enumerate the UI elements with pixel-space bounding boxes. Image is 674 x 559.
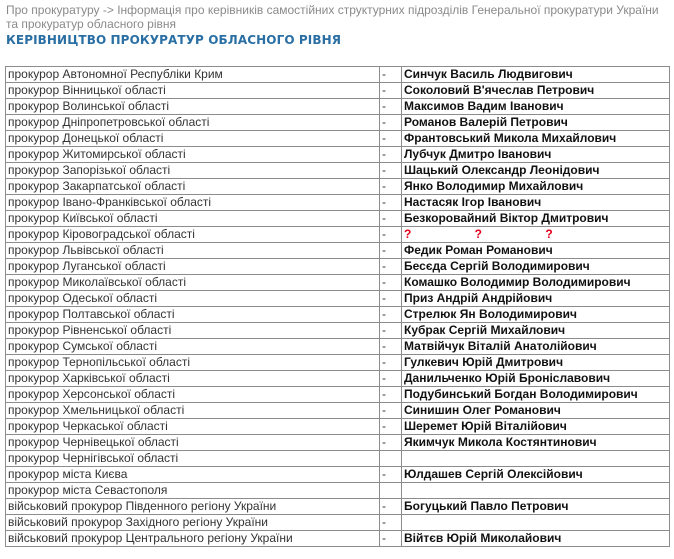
row-name: Безкоровайний Віктор Дмитрович [402, 211, 670, 227]
row-position: прокурор Житомирської області [6, 147, 380, 163]
row-name: Шацький Олександр Леонідович [402, 163, 670, 179]
row-position: прокурор Автономної Республіки Крим [6, 67, 380, 83]
table-row [6, 211, 670, 227]
row-position: прокурор Хмельницької області [6, 403, 380, 419]
table-row [6, 387, 670, 403]
row-position: прокурор Луганської області [6, 259, 380, 275]
row-separator: - [380, 323, 402, 339]
row-name: Франтовський Микола Михайлович [402, 131, 670, 147]
row-position: прокурор Вінницької області [6, 83, 380, 99]
row-name: Гулкевич Юрій Дмитрович [402, 355, 670, 371]
table-row [6, 515, 670, 531]
row-position: прокурор міста Севастополя [6, 483, 380, 499]
row-separator: - [380, 227, 402, 243]
row-name: Стрелюк Ян Володимирович [402, 307, 670, 323]
table-row [6, 435, 670, 451]
row-separator: - [380, 275, 402, 291]
table-row [6, 179, 670, 195]
row-position: прокурор Рівненської області [6, 323, 380, 339]
table-row [6, 131, 670, 147]
row-separator: - [380, 195, 402, 211]
table-row [6, 227, 670, 243]
row-position: прокурор Сумської області [6, 339, 380, 355]
row-name: Подубинський Богдан Володимирович [402, 387, 670, 403]
row-separator: - [380, 531, 402, 547]
row-position: прокурор Кіровоградської області [6, 227, 380, 243]
row-name: Соколовий В'ячеслав Петрович [402, 83, 670, 99]
row-separator: - [380, 99, 402, 115]
row-name: Кубрак Сергій Михайлович [402, 323, 670, 339]
table-row [6, 99, 670, 115]
table-row [6, 483, 670, 499]
row-name: Данильченко Юрій Броніславович [402, 371, 670, 387]
page-title: КЕРІВНИЦТВО ПРОКУРАТУР ОБЛАСНОГО РІВНЯ [6, 33, 342, 47]
row-separator: - [380, 467, 402, 483]
row-position: прокурор Тернопільської області [6, 355, 380, 371]
table-row [6, 355, 670, 371]
row-name: Янко Володимир Михайлович [402, 179, 670, 195]
row-position: прокурор Дніпропетровської області [6, 115, 380, 131]
row-name-unknown: ? ? ? [402, 227, 670, 243]
leaders-table [5, 66, 670, 547]
row-separator: - [380, 403, 402, 419]
row-position: прокурор Львівської області [6, 243, 380, 259]
row-name: Матвійчук Віталій Анатолійович [402, 339, 670, 355]
row-separator: - [380, 387, 402, 403]
row-position: прокурор міста Києва [6, 467, 380, 483]
table-row [6, 467, 670, 483]
row-name: Війтєв Юрій Миколайович [402, 531, 670, 547]
table-row [6, 243, 670, 259]
row-separator: - [380, 291, 402, 307]
row-position: прокурор Чернігівської області [6, 451, 380, 467]
row-name: Федик Роман Романович [402, 243, 670, 259]
leaders-table-body [6, 67, 670, 547]
row-position: прокурор Запорізької області [6, 163, 380, 179]
breadcrumb-link-about[interactable]: Про прокуратуру [6, 3, 100, 17]
row-name: Синчук Василь Людвигович [402, 67, 670, 83]
row-separator [380, 483, 402, 499]
table-row [6, 275, 670, 291]
row-position: прокурор Одеської області [6, 291, 380, 307]
row-name: Шеремет Юрій Віталійович [402, 419, 670, 435]
table-row [6, 371, 670, 387]
row-separator: - [380, 179, 402, 195]
table-row [6, 323, 670, 339]
row-name: Романов Валерій Петрович [402, 115, 670, 131]
row-position: прокурор Івано-Франківської області [6, 195, 380, 211]
row-separator: - [380, 435, 402, 451]
table-row [6, 531, 670, 547]
row-name: Бесєда Сергій Володимирович [402, 259, 670, 275]
row-separator: - [380, 67, 402, 83]
table-row [6, 451, 670, 467]
row-position: прокурор Полтавської області [6, 307, 380, 323]
row-separator: - [380, 355, 402, 371]
breadcrumb-arrow: -> [99, 3, 118, 17]
row-name [402, 451, 670, 467]
row-separator: - [380, 307, 402, 323]
row-position: прокурор Черкаської області [6, 419, 380, 435]
row-position: військовий прокурор Центрального регіону України [6, 531, 380, 547]
row-name: Комашко Володимир Володимирович [402, 275, 670, 291]
row-name [402, 483, 670, 499]
table-row [6, 115, 670, 131]
row-separator: - [380, 419, 402, 435]
row-separator: - [380, 131, 402, 147]
row-name: Максимов Вадим Іванович [402, 99, 670, 115]
table-row [6, 307, 670, 323]
row-separator: - [380, 243, 402, 259]
row-position: прокурор Донецької області [6, 131, 380, 147]
row-separator: - [380, 163, 402, 179]
row-separator: - [380, 147, 402, 163]
breadcrumb [6, 3, 670, 31]
row-name: Синишин Олег Романович [402, 403, 670, 419]
table-row [6, 67, 670, 83]
row-separator: - [380, 83, 402, 99]
row-position: військовий прокурор Західного регіону України [6, 515, 380, 531]
table-row [6, 147, 670, 163]
table-row [6, 195, 670, 211]
table-row [6, 163, 670, 179]
row-position: прокурор Закарпатської області [6, 179, 380, 195]
row-name: Юлдашев Сергій Олексійович [402, 467, 670, 483]
table-row [6, 291, 670, 307]
row-separator: - [380, 115, 402, 131]
row-separator: - [380, 339, 402, 355]
row-separator: - [380, 515, 402, 531]
row-position: військовий прокурор Південного регіону України [6, 499, 380, 515]
row-name [402, 515, 670, 531]
row-name: Богуцький Павло Петрович [402, 499, 670, 515]
row-position: прокурор Херсонської області [6, 387, 380, 403]
table-row [6, 499, 670, 515]
table-row [6, 259, 670, 275]
row-separator: - [380, 211, 402, 227]
row-position: прокурор Чернівецької області [6, 435, 380, 451]
table-row [6, 339, 670, 355]
breadcrumb-current: Інформація про керівників самостійних структурних підрозділів Генеральної прокуратури України та прокуратур обласного рівня [6, 3, 659, 31]
row-name: Настасяк Ігор Іванович [402, 195, 670, 211]
row-position: прокурор Миколаївської області [6, 275, 380, 291]
row-separator: - [380, 371, 402, 387]
row-position: прокурор Харківської області [6, 371, 380, 387]
row-position: прокурор Київської області [6, 211, 380, 227]
row-position: прокурор Волинської області [6, 99, 380, 115]
table-row [6, 83, 670, 99]
table-row [6, 403, 670, 419]
row-name: Лубчук Дмитро Іванович [402, 147, 670, 163]
row-separator [380, 451, 402, 467]
row-separator: - [380, 499, 402, 515]
row-name: Приз Андрій Андрійович [402, 291, 670, 307]
table-row [6, 419, 670, 435]
row-name: Якимчук Микола Костянтинович [402, 435, 670, 451]
row-separator: - [380, 259, 402, 275]
